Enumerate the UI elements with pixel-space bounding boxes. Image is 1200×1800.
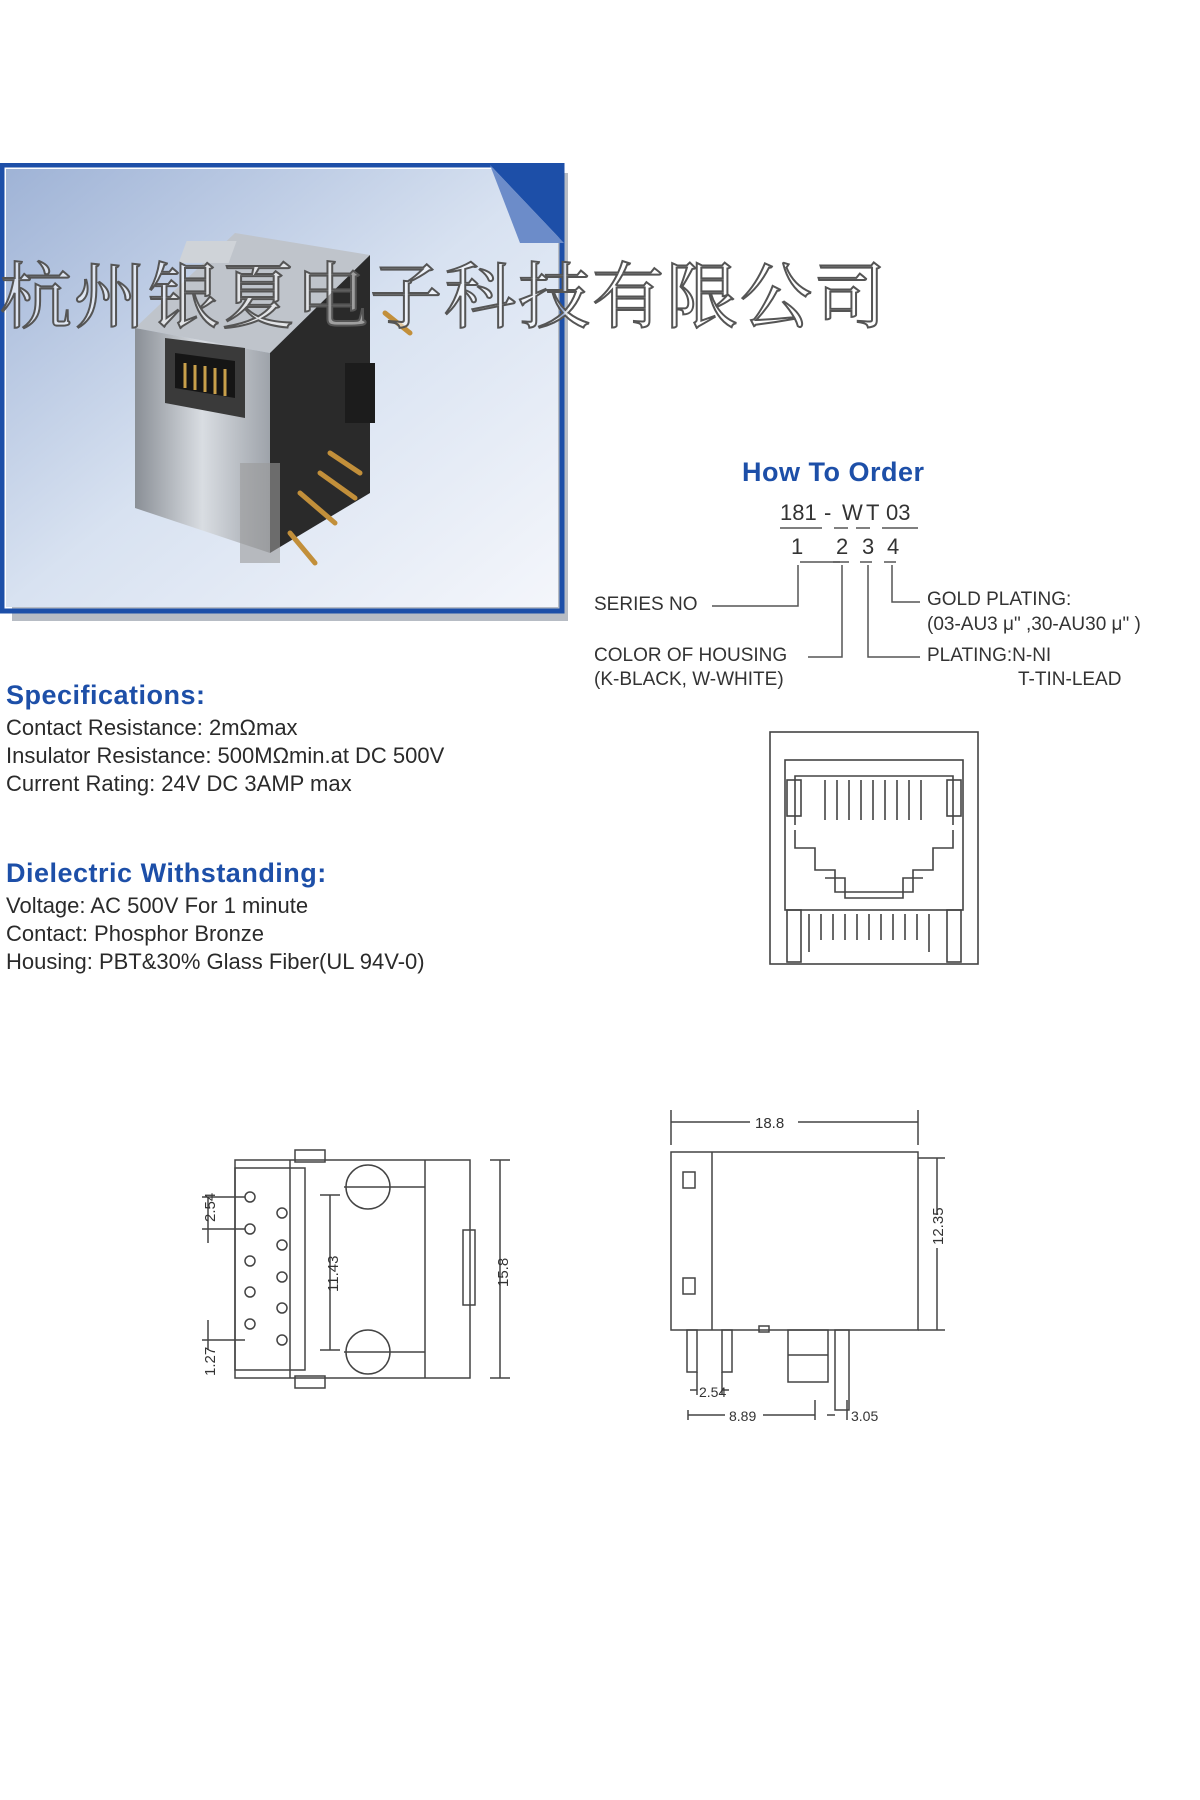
bottom-view-drawing [190,1140,530,1400]
order-code-plating: T [866,500,880,525]
company-watermark: 杭州银夏电子科技有限公司 [0,255,889,339]
bottom-depth-label: 15.8 [495,1257,512,1287]
gold-plating-options: (03-AU3 μ" ,30-AU30 μ" ) [927,614,1141,635]
order-code-housing: W [842,500,863,525]
side-view-drawing [655,1100,975,1430]
series-no-label: SERIES NO [594,594,698,615]
order-code-prefix: 181 [780,500,817,525]
order-position-4: 4 [887,534,900,559]
front-view-drawing [765,730,985,970]
side-width-label: 18.8 [755,1115,785,1132]
dielectric-contact: Contact: Phosphor Bronze [6,921,265,946]
side-spacing-label: 8.89 [729,1408,757,1424]
order-position-2: 2 [836,534,849,559]
how-to-order-title: How To Order [742,457,925,487]
side-height-label: 12.35 [930,1207,947,1245]
plating-label: PLATING:N-NI [927,645,1052,666]
bottom-pitch-label: 2.54 [202,1192,219,1222]
plating-option-tin: T-TIN-LEAD [1018,669,1122,690]
side-post-label: 3.05 [851,1408,879,1424]
rj45-connector-photo [0,163,570,623]
order-code-dash: - [824,500,832,525]
housing-color-options: (K-BLACK, W-WHITE) [594,669,784,690]
spec-insulator-resistance: Insulator Resistance: 500MΩmin.at DC 500V [6,743,445,768]
bottom-span-label: 11.43 [325,1255,342,1292]
dielectric-housing: Housing: PBT&30% Glass Fiber(UL 94V-0) [6,949,425,974]
product-photo [0,163,570,623]
specifications-title: Specifications: [6,680,206,710]
dielectric-voltage: Voltage: AC 500V For 1 minute [6,893,309,918]
spec-current-rating: Current Rating: 24V DC 3AMP max [6,771,352,796]
dielectric-title: Dielectric Withstanding: [6,858,327,888]
order-code-gold: 03 [886,500,911,525]
side-pitch-label: 2.54 [699,1384,727,1400]
order-position-3: 3 [862,534,875,559]
spec-contact-resistance: Contact Resistance: 2mΩmax [6,715,298,740]
order-position-1: 1 [791,534,804,559]
bottom-offset-label: 1.27 [202,1346,219,1376]
gold-plating-label: GOLD PLATING: [927,589,1072,610]
housing-color-label: COLOR OF HOUSING [594,645,788,666]
